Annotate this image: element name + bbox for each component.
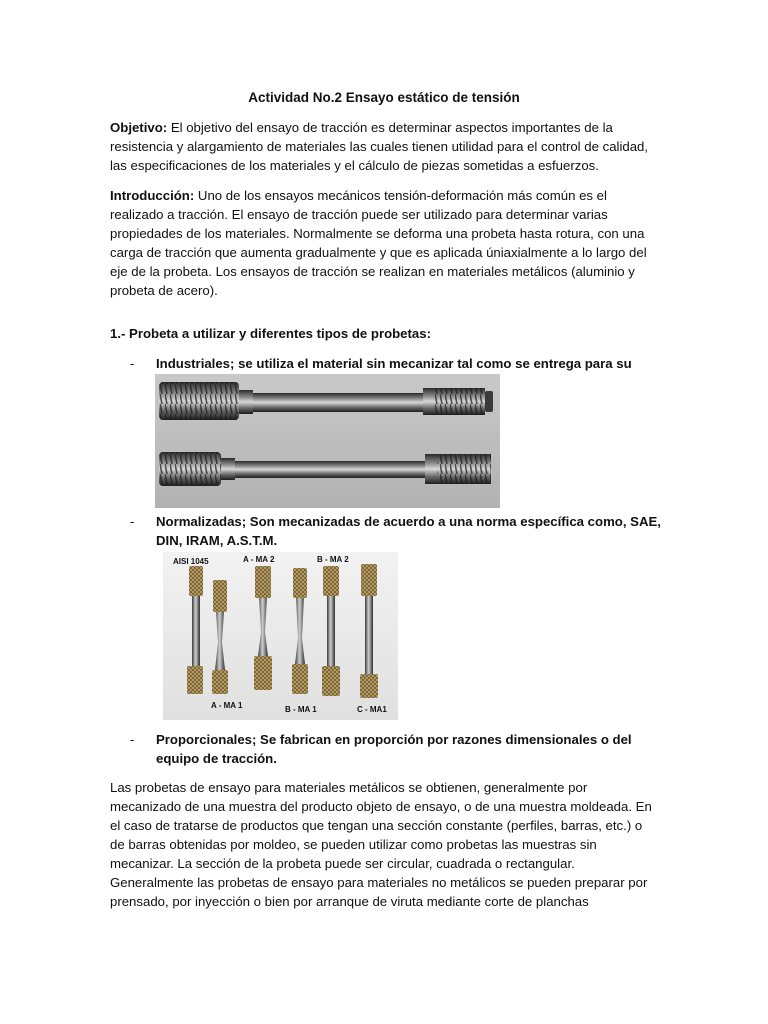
objective-text: El objetivo del ensayo de tracción es determinar aspectos importantes de la resistencia y alargamiento de materiales las cuales tienen utilidad para el control de calidad, las especificaciones de los materiales y el cálculo de piezas sometidas a esfuerzos. <box>110 120 649 173</box>
closing-paragraph: Las probetas de ensayo para materiales metálicos se obtienen, generalmente por mecanizado de una muestra del producto objeto de ensayo, o de una muestra moldeada. En el caso de tratarse de productos que tengan una sección constante (perfiles, barras, etc.) o de barras obtenidas por moldeo, se pueden utilizar como probetas las muestras sin mecanizar. La sección de la probeta puede ser circular, cuadrada o rectangular. Generalmente las probetas de ensayo para materiales no metálicos se pueden preparar por prensado, por inyección o bien por arranque de viruta mediante corte de planchas <box>110 780 652 909</box>
label-a-ma1: A - MA 1 <box>211 701 243 710</box>
introduction-label: Introducción: <box>110 188 195 203</box>
bullet-dash: - <box>130 356 135 371</box>
label-b-ma1: B - MA 1 <box>285 705 317 714</box>
objective-paragraph <box>110 118 658 175</box>
bullet-text: Normalizadas; Son mecanizadas de acuerdo a una norma específica como, SAE, DIN, IRAM, A.S.T.M. <box>156 514 661 548</box>
introduction-paragraph <box>110 186 658 300</box>
normalized-specimens-photo <box>163 552 398 720</box>
industrial-specimens-photo <box>155 374 500 508</box>
introduction-text: Uno de los ensayos mecánicos tensión-deformación más común es el realizado a tracción. El ensayo de tracción puede ser utilizado para determinar varias propiedades de los materiales. Normalmente se deforma una probeta hasta rotura, con una carga de tracción que aumenta gradualmente y que es aplicada úniaxialmente a lo largo del eje de la probeta. Los ensayos de tracción se realizan en materiales metálicos (aluminio y probeta de acero). <box>110 188 647 298</box>
objective-label: Objetivo: <box>110 120 168 135</box>
label-aisi-1045: AISI 1045 <box>173 557 209 566</box>
section-heading: 1.- Probeta a utilizar y diferentes tipos de probetas: <box>110 326 431 341</box>
label-b-ma2: B - MA 2 <box>317 555 349 564</box>
bullet-dash: - <box>130 514 135 529</box>
document-title: Actividad No.2 Ensayo estático de tensión <box>248 90 520 105</box>
bullet-dash: - <box>130 732 135 747</box>
bullet-text: Proporcionales; Se fabrican en proporción por razones dimensionales o del equipo de tracción. <box>156 732 632 766</box>
bullet-text: Industriales; se utiliza el material sin mecanizar tal como se entrega para su <box>156 356 632 371</box>
label-a-ma2: A - MA 2 <box>243 555 275 564</box>
label-c-ma1: C - MA1 <box>357 705 387 714</box>
